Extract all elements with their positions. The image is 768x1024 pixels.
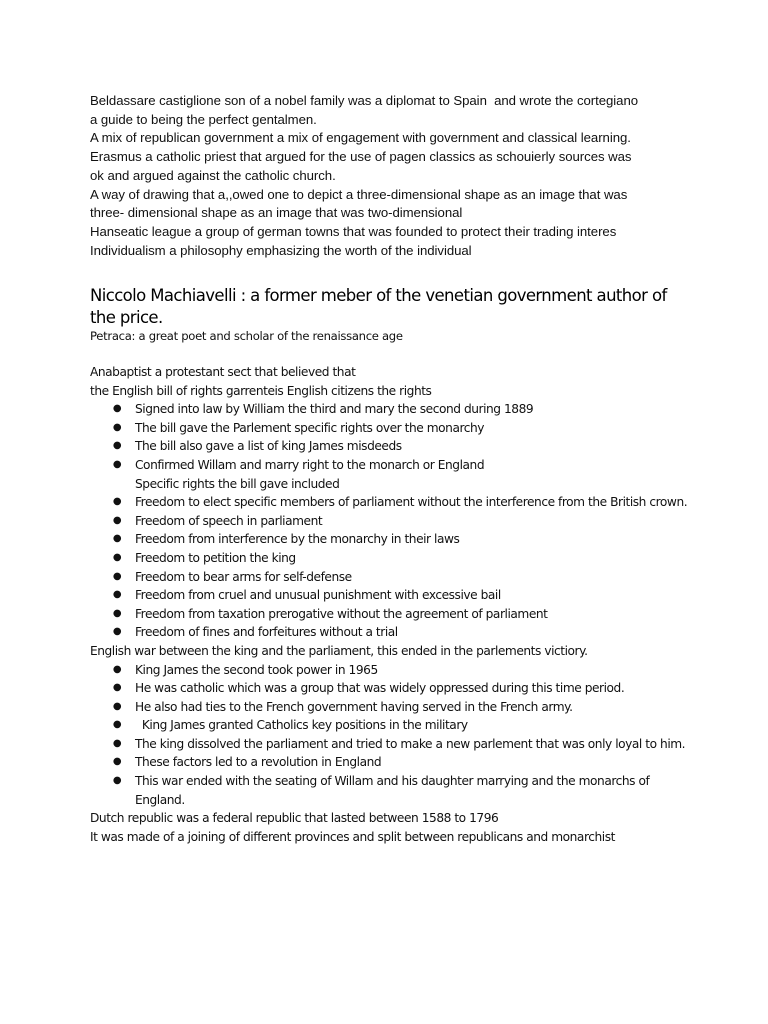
intro-line: A way of drawing that a,,owed one to depict a three-dimensional shape as an image that was [90,186,628,202]
list-item: ● Freedom of fines and forfeitures without a trial [90,623,700,642]
list-item: ● Freedom to elect specific members of parliament without the interference from the British crown. [90,493,700,512]
bullet-icon: ● [112,514,122,526]
list-item: ● He was catholic which was a group that was widely oppressed during this time period. [90,679,700,698]
list-item: ● King James granted Catholics key positions in the military [90,716,700,735]
list-item: ● This war ended with the seating of Willam and his daughter marrying and the monarchs of England. [90,772,700,809]
bullet-icon: ● [112,551,122,563]
list-item: ● Freedom from interference by the monarchy in their laws [90,530,700,549]
war-list [90,661,700,810]
list-item: ● Freedom of speech in parliament [90,512,700,531]
intro-line: Individualism a philosophy emphasizing the worth of the individual [90,242,472,258]
bill-of-rights-line: the English bill of rights garrenteis English citizens the rights [90,383,432,398]
machiavelli-heading: Niccolo Machiavelli : a former meber of the venetian government author of the price. [90,286,667,327]
intro-line: A mix of republican government a mix of engagement with government and classical learning. [90,130,631,146]
bullet-icon: ● [112,403,122,415]
list-item: ● The bill gave the Parlement specific rights over the monarchy [90,419,700,438]
intro-line: Hanseatic league a group of german towns that was founded to protect their trading interes [90,223,617,239]
list-item: ● Freedom from taxation prerogative without the agreement of parliament [90,605,700,624]
bullet-icon: ● [112,533,122,545]
bullet-icon: ● [112,737,122,749]
bullet-icon: ● [112,589,122,601]
bullet-icon: ● [112,663,122,675]
english-war-line: English war between the king and the parliament, this ended in the parlements victiory. [90,643,588,658]
bullet-icon: ● [112,440,122,452]
bullet-icon: ● [112,607,122,619]
bullet-icon: ● [112,458,122,470]
bullet-icon: ● [112,719,122,731]
bullet-icon: ● [112,700,122,712]
list-item: ● King James the second took power in 1965 [90,661,700,680]
bullet-icon: ● [112,496,122,508]
dutch-provinces-line: It was made of a joining of different provinces and split between republicans and monarchist [90,829,615,844]
bullet-icon: ● [112,421,122,433]
main-notes [90,363,700,846]
intro-line: three- dimensional shape as an image that was two-dimensional [90,205,463,221]
bullet-icon: ● [112,775,122,787]
intro-line: Beldassare castiglione son of a nobel family was a diplomat to Spain and wrote the cortegiano [90,93,639,108]
dutch-republic-line: Dutch republic was a federal republic that lasted between 1588 to 1796 [90,811,499,826]
intro-line: a guide to being the perfect gentalmen. [90,111,317,127]
bullet-icon: ● [112,682,122,694]
bullet-icon: ● [112,570,122,582]
intro-paragraph [90,92,690,260]
list-item: ● The bill also gave a list of king James misdeeds [90,437,700,456]
list-item: ● Freedom to bear arms for self-defense [90,568,700,587]
list-item: ● Signed into law by William the third and mary the second during 1889 [90,400,700,419]
rights-list [90,493,700,642]
list-item: ● These factors led to a revolution in England [90,753,700,772]
list-item: ● Freedom from cruel and unusual punishment with excessive bail [90,586,700,605]
petraca-line: Petraca: a great poet and scholar of the renaissance age [90,329,403,343]
bill-list [90,400,700,474]
intro-line: Erasmus a catholic priest that argued for the use of pagen classics as schouierly sources was [90,149,632,165]
list-item: ● Confirmed Willam and marry right to the monarch or England [90,456,700,475]
list-item: ● The king dissolved the parliament and tried to make a new parlement that was only loyal to him. [90,735,700,754]
specific-rights-line: Specific rights the bill gave included [135,476,340,491]
bullet-icon: ● [112,626,122,638]
bullet-icon: ● [112,756,122,768]
list-item: ● Freedom to petition the king [90,549,700,568]
list-item: ● He also had ties to the French government having served in the French army. [90,698,700,717]
intro-line: ok and argued against the catholic church. [90,167,336,183]
anabaptist-line: Anabaptist a protestant sect that believed that [90,365,356,379]
